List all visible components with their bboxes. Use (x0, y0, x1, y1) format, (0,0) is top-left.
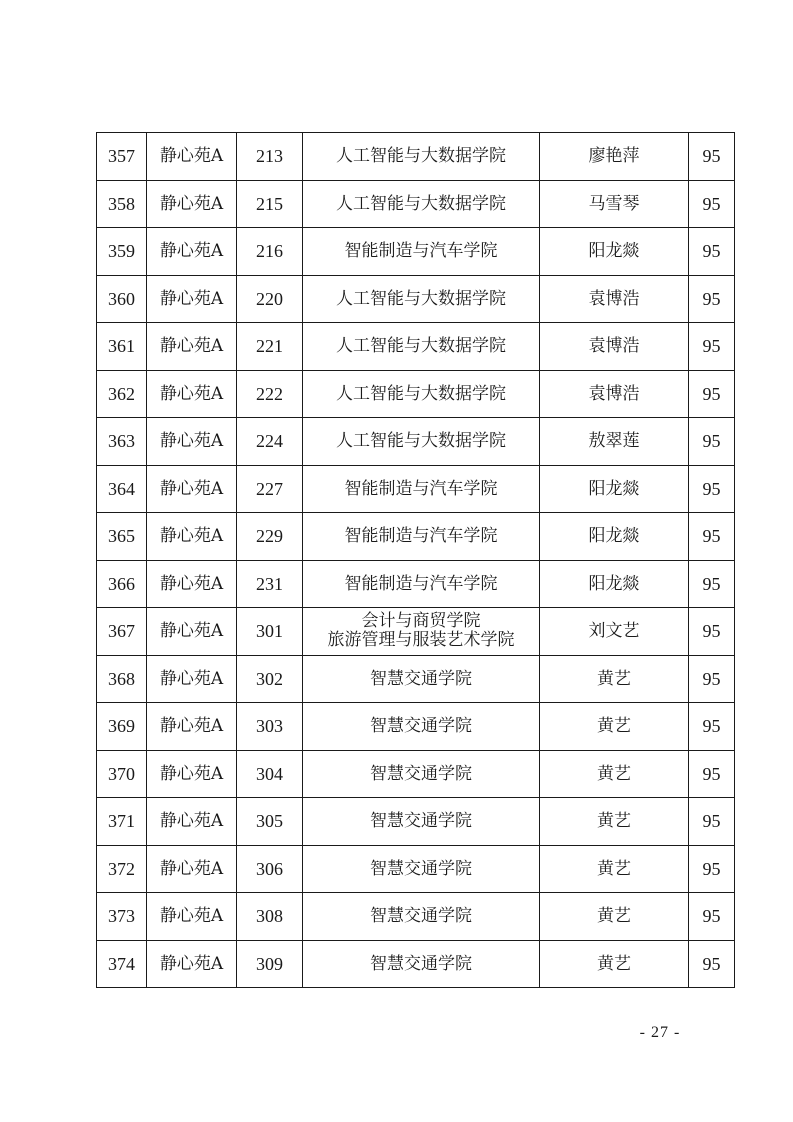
table-row (97, 750, 735, 798)
score-cell: 95 (689, 513, 735, 561)
score-cell: 95 (689, 418, 735, 466)
room-number-cell: 301 (237, 608, 303, 656)
score-cell: 95 (689, 133, 735, 181)
room-number-cell: 227 (237, 465, 303, 513)
score-cell: 95 (689, 845, 735, 893)
room-number-cell: 215 (237, 180, 303, 228)
responsible-person-cell: 袁博浩 (540, 323, 689, 371)
college-cell (303, 133, 540, 181)
table-row (97, 560, 735, 608)
building-cell: 静心苑A (147, 370, 237, 418)
responsible-person-cell: 袁博浩 (540, 370, 689, 418)
responsible-person-cell: 黄艺 (540, 893, 689, 941)
row-number-cell: 359 (97, 228, 147, 276)
responsible-person-cell: 黄艺 (540, 798, 689, 846)
page-number: - 27 - (639, 1024, 681, 1041)
room-number-cell: 231 (237, 560, 303, 608)
building-cell: 静心苑A (147, 133, 237, 181)
college-cell (303, 323, 540, 371)
room-number-cell: 221 (237, 323, 303, 371)
college-cell (303, 465, 540, 513)
building-cell: 静心苑A (147, 655, 237, 703)
building-cell: 静心苑A (147, 703, 237, 751)
table-row (97, 275, 735, 323)
table-row (97, 133, 735, 181)
score-cell: 95 (689, 323, 735, 371)
table-row (97, 893, 735, 941)
score-cell: 95 (689, 750, 735, 798)
building-cell: 静心苑A (147, 513, 237, 561)
college-cell (303, 228, 540, 276)
college-name: 智慧交通学院 (370, 858, 472, 879)
score-cell: 95 (689, 703, 735, 751)
college-cell (303, 608, 540, 656)
building-cell: 静心苑A (147, 180, 237, 228)
room-number-cell: 304 (237, 750, 303, 798)
table-row (97, 465, 735, 513)
dormitory-score-table (96, 132, 735, 988)
table-row (97, 703, 735, 751)
table-row (97, 608, 735, 656)
score-cell: 95 (689, 180, 735, 228)
college-cell (303, 940, 540, 988)
table-row (97, 228, 735, 276)
college-name: 智慧交通学院 (370, 763, 472, 784)
table-row (97, 845, 735, 893)
row-number-cell: 366 (97, 560, 147, 608)
college-name: 人工智能与大数据学院 (336, 336, 506, 357)
score-cell: 95 (689, 940, 735, 988)
college-name: 人工智能与大数据学院 (336, 383, 506, 404)
college-name: 人工智能与大数据学院 (336, 431, 506, 452)
score-cell: 95 (689, 893, 735, 941)
room-number-cell: 222 (237, 370, 303, 418)
building-cell: 静心苑A (147, 893, 237, 941)
row-number-cell: 372 (97, 845, 147, 893)
score-cell: 95 (689, 275, 735, 323)
responsible-person-cell: 阳龙燚 (540, 228, 689, 276)
table-row (97, 940, 735, 988)
room-number-cell: 302 (237, 655, 303, 703)
table-body (97, 133, 735, 988)
score-cell: 95 (689, 228, 735, 276)
responsible-person-cell: 黄艺 (540, 750, 689, 798)
score-cell: 95 (689, 608, 735, 656)
college-name: 智慧交通学院 (370, 811, 472, 832)
college-name: 旅游管理与服装艺术学院 (327, 630, 515, 651)
responsible-person-cell: 阳龙燚 (540, 465, 689, 513)
room-number-cell: 213 (237, 133, 303, 181)
responsible-person-cell: 黄艺 (540, 845, 689, 893)
college-cell (303, 845, 540, 893)
room-number-cell: 308 (237, 893, 303, 941)
table-row (97, 180, 735, 228)
college-cell (303, 893, 540, 941)
row-number-cell: 371 (97, 798, 147, 846)
college-name: 智能制造与汽车学院 (344, 241, 498, 262)
score-cell: 95 (689, 560, 735, 608)
row-number-cell: 369 (97, 703, 147, 751)
responsible-person-cell: 袁博浩 (540, 275, 689, 323)
room-number-cell: 216 (237, 228, 303, 276)
row-number-cell: 357 (97, 133, 147, 181)
room-number-cell: 224 (237, 418, 303, 466)
room-number-cell: 306 (237, 845, 303, 893)
college-name: 智能制造与汽车学院 (344, 478, 498, 499)
college-cell (303, 750, 540, 798)
building-cell: 静心苑A (147, 798, 237, 846)
college-cell (303, 513, 540, 561)
college-name: 智慧交通学院 (370, 906, 472, 927)
responsible-person-cell: 敖翠莲 (540, 418, 689, 466)
row-number-cell: 358 (97, 180, 147, 228)
responsible-person-cell: 马雪琴 (540, 180, 689, 228)
college-name: 会计与商贸学院 (361, 611, 481, 632)
table-row (97, 370, 735, 418)
building-cell: 静心苑A (147, 465, 237, 513)
row-number-cell: 364 (97, 465, 147, 513)
row-number-cell: 370 (97, 750, 147, 798)
college-name: 人工智能与大数据学院 (336, 288, 506, 309)
row-number-cell: 365 (97, 513, 147, 561)
building-cell: 静心苑A (147, 323, 237, 371)
building-cell: 静心苑A (147, 560, 237, 608)
score-cell: 95 (689, 465, 735, 513)
room-number-cell: 305 (237, 798, 303, 846)
table-row (97, 798, 735, 846)
table-row (97, 323, 735, 371)
college-name: 人工智能与大数据学院 (336, 146, 506, 167)
score-cell: 95 (689, 798, 735, 846)
row-number-cell: 374 (97, 940, 147, 988)
college-cell (303, 703, 540, 751)
college-cell (303, 655, 540, 703)
college-name: 智慧交通学院 (370, 668, 472, 689)
college-name: 智能制造与汽车学院 (344, 526, 498, 547)
room-number-cell: 309 (237, 940, 303, 988)
college-name: 智慧交通学院 (370, 716, 472, 737)
responsible-person-cell: 阳龙燚 (540, 513, 689, 561)
building-cell: 静心苑A (147, 275, 237, 323)
row-number-cell: 362 (97, 370, 147, 418)
college-name: 智慧交通学院 (370, 953, 472, 974)
college-cell (303, 180, 540, 228)
responsible-person-cell: 廖艳萍 (540, 133, 689, 181)
college-cell (303, 275, 540, 323)
room-number-cell: 220 (237, 275, 303, 323)
college-name: 人工智能与大数据学院 (336, 193, 506, 214)
responsible-person-cell: 黄艺 (540, 940, 689, 988)
college-cell (303, 418, 540, 466)
score-cell: 95 (689, 370, 735, 418)
row-number-cell: 360 (97, 275, 147, 323)
building-cell: 静心苑A (147, 940, 237, 988)
responsible-person-cell: 刘文艺 (540, 608, 689, 656)
row-number-cell: 361 (97, 323, 147, 371)
building-cell: 静心苑A (147, 418, 237, 466)
building-cell: 静心苑A (147, 750, 237, 798)
table-row (97, 418, 735, 466)
row-number-cell: 368 (97, 655, 147, 703)
building-cell: 静心苑A (147, 845, 237, 893)
room-number-cell: 303 (237, 703, 303, 751)
building-cell: 静心苑A (147, 608, 237, 656)
score-cell: 95 (689, 655, 735, 703)
college-cell (303, 560, 540, 608)
responsible-person-cell: 阳龙燚 (540, 560, 689, 608)
row-number-cell: 363 (97, 418, 147, 466)
responsible-person-cell: 黄艺 (540, 703, 689, 751)
college-cell (303, 370, 540, 418)
row-number-cell: 367 (97, 608, 147, 656)
table-row (97, 655, 735, 703)
row-number-cell: 373 (97, 893, 147, 941)
college-name: 智能制造与汽车学院 (344, 573, 498, 594)
room-number-cell: 229 (237, 513, 303, 561)
building-cell: 静心苑A (147, 228, 237, 276)
table-row (97, 513, 735, 561)
responsible-person-cell: 黄艺 (540, 655, 689, 703)
college-cell (303, 798, 540, 846)
